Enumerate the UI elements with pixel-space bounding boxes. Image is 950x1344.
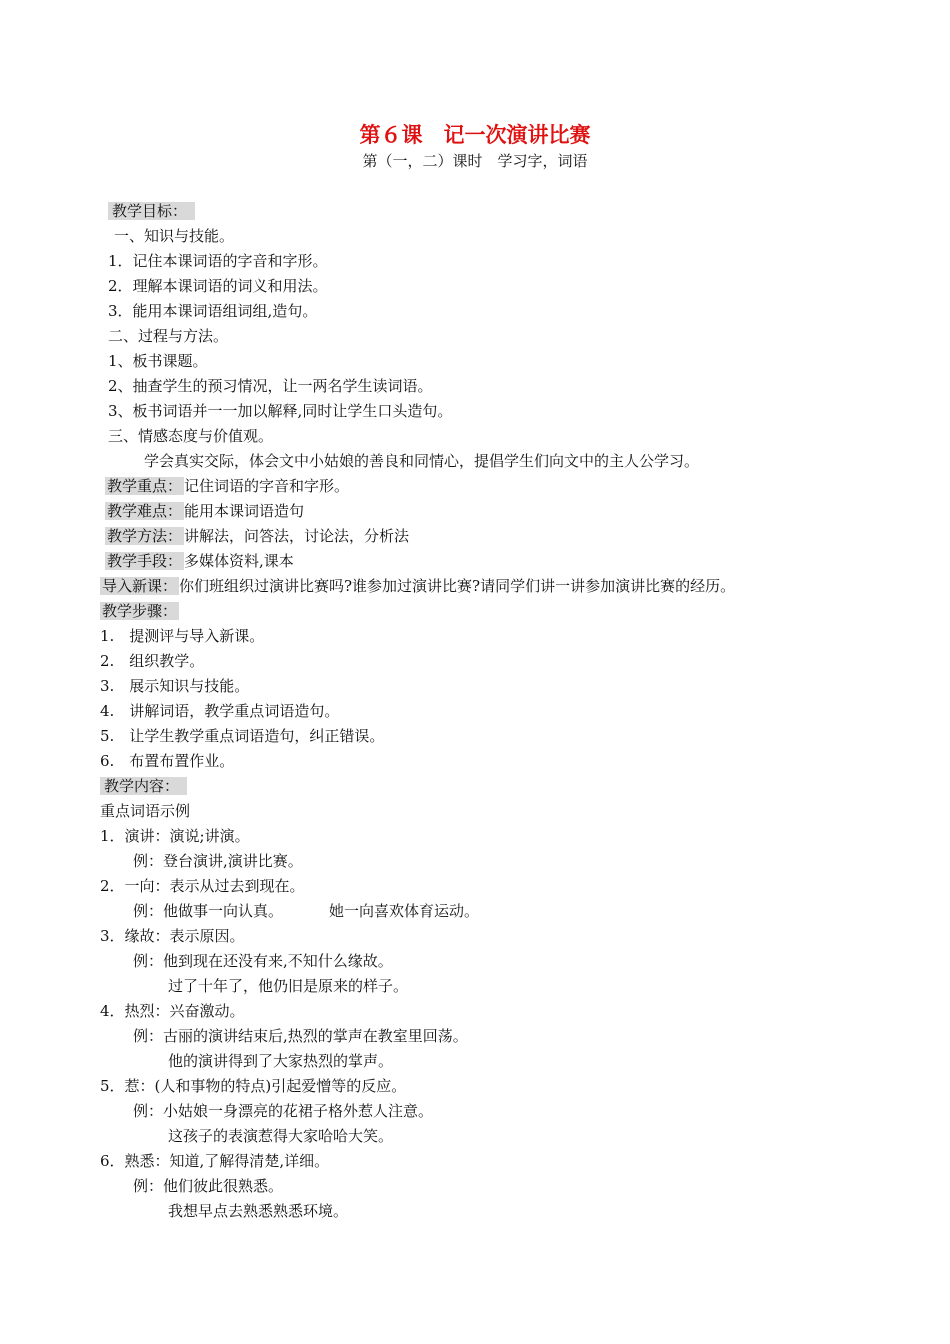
means-label: 教学手段： xyxy=(107,552,183,570)
lesson-subtitle: 第（一，二）课时 学习字，词语 xyxy=(362,152,588,170)
word-example: 例：古丽的演讲结束后,热烈的掌声在教室里回荡。 xyxy=(133,1027,468,1045)
difficulty-text: 能用本课词语造句 xyxy=(184,502,305,520)
objectives-section-3-text: 学会真实交际，体会文中小姑娘的善良和同情心，提倡学生们向文中的主人公学习。 xyxy=(144,452,700,470)
objectives-section-1: 一、知识与技能。 xyxy=(114,227,235,245)
word-example: 这孩子的表演惹得大家哈哈大笑。 xyxy=(168,1127,394,1145)
means-row xyxy=(105,551,294,571)
objectives-section-3: 三、情感态度与价值观。 xyxy=(108,427,274,445)
difficulty-row xyxy=(105,501,304,521)
step-item: 4. 讲解词语，教学重点词语造句。 xyxy=(100,702,340,720)
key-point-label: 教学重点： xyxy=(107,477,183,495)
objective-item: 1．记住本课词语的字音和字形。 xyxy=(108,252,328,270)
word-example: 例：他到现在还没有来,不知什么缘故。 xyxy=(133,952,393,970)
intro-row xyxy=(100,576,735,596)
word-example: 例：小姑娘一身漂亮的花裙子格外惹人注意。 xyxy=(133,1102,434,1120)
intro-text: 你们班组织过演讲比赛吗?谁参加过演讲比赛?请同学们讲一讲参加演讲比赛的经历。 xyxy=(179,577,736,595)
word-entry: 1．演讲：演说;讲演。 xyxy=(100,827,250,845)
word-entry: 2．一向：表示从过去到现在。 xyxy=(100,877,305,895)
word-example: 我想早点去熟悉熟悉环境。 xyxy=(168,1202,349,1220)
objectives-label: 教学目标： xyxy=(108,201,195,221)
word-example: 过了十年了，他仍旧是原来的样子。 xyxy=(168,977,409,995)
objective-item: 2．理解本课词语的词义和用法。 xyxy=(108,277,328,295)
difficulty-label: 教学难点： xyxy=(107,502,183,520)
key-point-text: 记住词语的字音和字形。 xyxy=(184,477,350,495)
content-label: 教学内容： xyxy=(100,776,187,796)
word-example: 例：他做事一向认真。 xyxy=(133,902,284,920)
methods-label: 教学方法： xyxy=(107,527,183,545)
word-example: 例：他们彼此很熟悉。 xyxy=(133,1177,284,1195)
word-example: 他的演讲得到了大家热烈的掌声。 xyxy=(168,1052,394,1070)
word-example: 她一向喜欢体育运动。 xyxy=(329,902,480,920)
step-item: 5. 让学生教学重点词语造句，纠正错误。 xyxy=(100,727,385,745)
word-entry: 4．热烈：兴奋激动。 xyxy=(100,1002,245,1020)
content-heading: 重点词语示例 xyxy=(100,802,191,820)
objective-item: 2、抽查学生的预习情况，让一两名学生读词语。 xyxy=(108,377,433,395)
steps-label: 教学步骤： xyxy=(102,602,178,620)
objectives-section-2: 二、过程与方法。 xyxy=(108,327,229,345)
methods-row xyxy=(105,526,409,546)
word-entry: 6．熟悉：知道,了解得清楚,详细。 xyxy=(100,1152,330,1170)
objective-item: 1、板书课题。 xyxy=(108,352,208,370)
step-item: 1. 提测评与导入新课。 xyxy=(100,627,265,645)
step-item: 6. 布置布置作业。 xyxy=(100,752,235,770)
lesson-title: 第６课 记一次演讲比赛 xyxy=(359,122,591,147)
step-item: 2. 组织教学。 xyxy=(100,652,205,670)
objective-item: 3、板书词语并一一加以解释,同时让学生口头造句。 xyxy=(108,402,453,420)
objective-item: 3．能用本课词语组词组,造句。 xyxy=(108,302,318,320)
word-example: 例：登台演讲,演讲比赛。 xyxy=(133,852,303,870)
word-entry: 5．惹：(人和事物的特点)引起爱憎等的反应。 xyxy=(100,1077,407,1095)
key-point-row xyxy=(105,476,349,496)
word-entry: 3．缘故：表示原因。 xyxy=(100,927,245,945)
means-text: 多媒体资料,课本 xyxy=(184,552,294,570)
methods-text: 讲解法，问答法，讨论法，分析法 xyxy=(184,527,410,545)
step-item: 3. 展示知识与技能。 xyxy=(100,677,250,695)
intro-label: 导入新课： xyxy=(102,577,178,595)
